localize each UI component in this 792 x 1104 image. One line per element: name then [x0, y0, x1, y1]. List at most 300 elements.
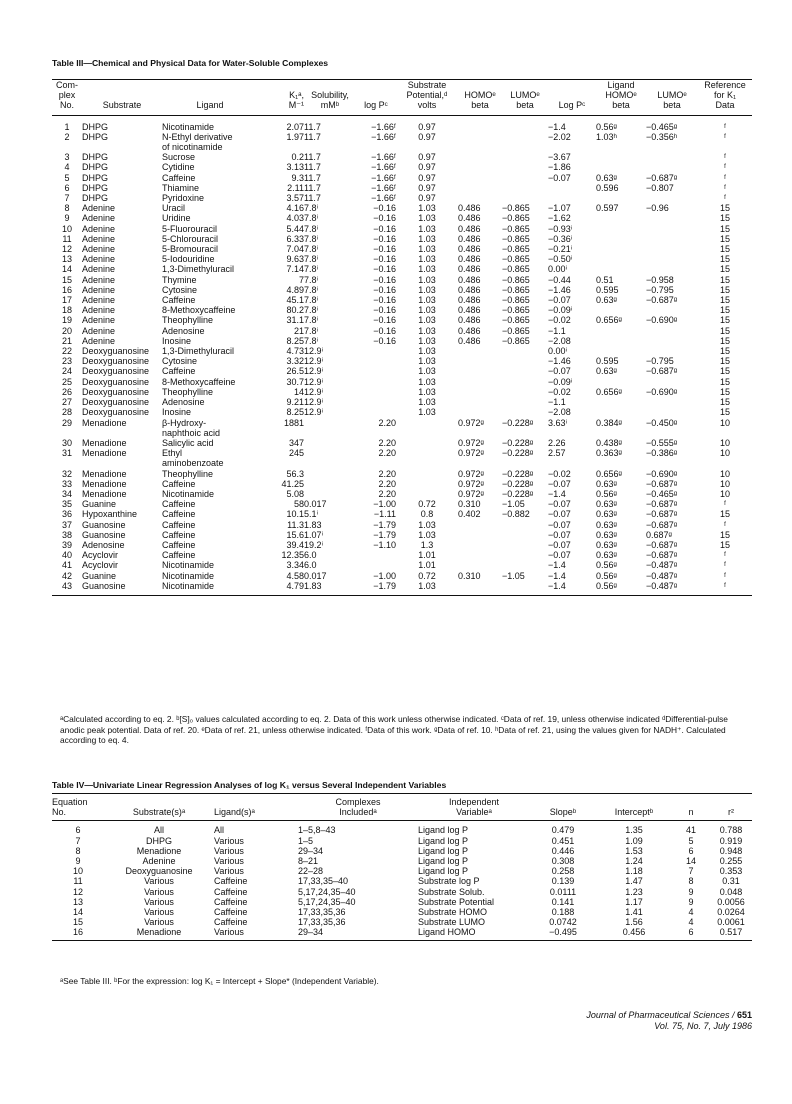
table-iii-cell: ᶠ — [723, 182, 727, 193]
table-iii-cell: 29 — [61, 417, 72, 428]
table-iii-cell: −1.10 — [373, 539, 396, 550]
table-iii-cell: −0.16 — [373, 315, 396, 326]
table-iv-cell: 6 — [688, 927, 694, 938]
table-iii-cell: 1.03 — [418, 356, 436, 367]
table-iii-cell: Thiamine — [162, 182, 200, 193]
table-iii-cell: 8.25 — [286, 407, 304, 418]
table-iii-cell: 12.9ⁱ — [304, 346, 324, 357]
table-iii-cell: 245 — [288, 448, 304, 459]
table-iii-cell: 9 — [64, 213, 70, 224]
table-iii-cell: 10 — [719, 488, 730, 499]
table-iv-header-line: n — [688, 807, 694, 818]
table-iii-cell: −1.66ᶠ — [371, 162, 396, 173]
table-iii-cell: Inosine — [162, 335, 192, 346]
table-iii-header-line: K₁ᵃ, — [289, 90, 304, 101]
table-iii-cell — [458, 397, 502, 407]
table-iii-cell: 1.03 — [418, 305, 436, 316]
table-iii-cell: 1.83 — [304, 519, 322, 530]
table-iii-cell: −1.46 — [548, 356, 571, 367]
table-iii-cell: 8-Methoxycaffeine — [162, 305, 236, 316]
table-iii-cell: 0.972ᵍ — [458, 437, 484, 448]
table-iii-row — [52, 571, 752, 581]
table-iii-cell — [646, 346, 698, 356]
table-iii-cell — [596, 346, 646, 356]
table-iv-row — [52, 821, 752, 836]
table-iii-cell: −0.865 — [502, 305, 530, 316]
table-iii-cell: 4 — [64, 162, 70, 173]
table-iii-cell: Adenine — [82, 233, 116, 244]
table-iii-row — [52, 581, 752, 596]
table-iv-cell: 0.0264 — [717, 907, 745, 918]
table-iii-cell: 7.8ⁱ — [304, 213, 319, 224]
table-iv — [52, 793, 752, 941]
table-iii-cell: 34 — [61, 488, 72, 499]
table-iv-cell: 0.0742 — [549, 917, 577, 928]
table-iii-row — [52, 285, 752, 295]
table-iii-cell: 10 — [719, 468, 730, 479]
table-iii-cell — [458, 173, 502, 183]
table-iii-cell: 30.7 — [286, 376, 304, 387]
table-iii-cell: Adenosine — [162, 397, 205, 408]
table-iii-cell: 0.486 — [458, 233, 481, 244]
table-iv-row — [52, 907, 752, 917]
table-iii-cell: Adenine — [82, 264, 116, 275]
table-iii-cell: −1.4 — [548, 488, 566, 499]
table-iii-cell: 7.8ⁱ — [304, 223, 319, 234]
journal-page — [52, 0, 752, 1104]
table-iii-cell: −0.50ⁱ — [548, 254, 573, 265]
table-iii-cell: Deoxyguanosine — [82, 356, 150, 367]
table-iv-cell: Various — [144, 917, 174, 928]
table-iii-cell: 10 — [719, 417, 730, 428]
table-iv-cell: Ligand log P — [418, 866, 469, 877]
table-iii-cell: −0.16 — [373, 335, 396, 346]
table-iii-cell — [502, 530, 548, 540]
table-iii-cell: 0.597 — [596, 203, 619, 214]
table-iii-cell — [356, 356, 396, 366]
table-iii-cell: 5 — [64, 172, 70, 183]
table-iii-row — [52, 356, 752, 366]
table-iii-cell: −0.386ᵍ — [646, 448, 678, 459]
table-iii-cell: 2.11 — [287, 182, 304, 193]
table-iii-cell: −0.958 — [646, 274, 674, 285]
table-iii-row — [52, 183, 752, 193]
table-iii-header-line: log Pᶜ — [364, 100, 388, 111]
table-iii-cell: 14 — [293, 386, 304, 397]
table-iii-cell: Guanosine — [82, 519, 126, 530]
table-iv-header-line: Ligand(s)ᵃ — [214, 807, 255, 818]
table-iii-cell — [458, 193, 502, 203]
table-iii-cell: 3.63ⁱ — [548, 417, 568, 428]
table-iii-cell: 11 — [62, 233, 72, 244]
table-iii-cell: 22 — [61, 346, 72, 357]
table-iv-cell: 7 — [688, 866, 694, 877]
table-iii-cell: Caffeine — [162, 509, 196, 520]
table-iii-cell: Deoxyguanosine — [82, 366, 150, 377]
table-iv-cell: 41 — [685, 825, 696, 836]
table-iii-cell: −0.16 — [373, 274, 396, 285]
table-iii-cell — [396, 418, 458, 438]
table-iii-cell: −0.690ᵍ — [646, 386, 678, 397]
table-iv-header-line: Includedᵃ — [339, 807, 377, 818]
table-iii-cell — [502, 162, 548, 172]
table-iv-cell: 1.35 — [625, 825, 643, 836]
table-iii-cell — [646, 213, 698, 223]
table-iii-cell: 0.438ᵍ — [596, 437, 622, 448]
table-iii-cell: 3.34 — [286, 560, 304, 571]
table-iii-cell: 15 — [719, 305, 730, 316]
table-iii-cell: 6.0 — [304, 550, 317, 561]
table-iii-cell: 1.01 — [418, 550, 436, 561]
table-iii-header-line: LUMOᵉ — [657, 90, 687, 101]
table-iii-cell: 0.656ᵍ — [596, 468, 622, 479]
table-iii-cell: 0.56ᵍ — [596, 488, 617, 499]
table-iii-cell: 0.97 — [418, 152, 436, 163]
table-iii-header-line: LUMOᵉ — [510, 90, 540, 101]
table-iii-cell: 1 — [64, 121, 70, 132]
table-iii-cell: −2.08 — [548, 335, 571, 346]
table-iii-cell: Adenine — [82, 305, 116, 316]
table-iv-row — [52, 866, 752, 876]
table-iii-cell: 0.310 — [458, 570, 481, 581]
table-iii-header-line: Data — [715, 100, 735, 111]
table-iv-cell: 12 — [72, 886, 83, 897]
table-iii-cell: −0.16 — [373, 295, 396, 306]
table-iii-cell: 0.00ⁱ — [548, 264, 568, 275]
table-iii-cell: 1881 — [283, 417, 304, 428]
table-iii-cell: 0.486 — [458, 284, 481, 295]
table-iii-cell: 1.03 — [418, 223, 436, 234]
table-iii-cell: 6 — [64, 182, 70, 193]
table-iii-cell: ᶠ — [723, 172, 727, 183]
table-iii-cell: Pyridoxine — [162, 193, 205, 204]
table-iii-cell: 1.03 — [418, 346, 436, 357]
table-iii-header-line: plex — [58, 90, 76, 101]
table-iii-cell: −1.4 — [548, 560, 566, 571]
table-iv-header-line: Complexes — [335, 797, 381, 807]
table-iii-cell: −1.79 — [373, 519, 396, 530]
table-iii-cell: 1.03 — [418, 233, 436, 244]
table-iii-cell: −0.687ᵍ — [646, 499, 678, 510]
table-iv-cell: Caffeine — [214, 917, 248, 928]
table-iii-header-line: HOMOᵉ — [464, 90, 496, 101]
table-iii-cell — [304, 489, 356, 499]
table-iii-cell: 0.596 — [596, 182, 619, 193]
table-iii-cell: 1.03 — [418, 203, 436, 214]
table-iii-cell: 11.7 — [304, 121, 321, 132]
table-iii-cell: 0.63ᵍ — [596, 529, 617, 540]
table-iii-cell: 25 — [61, 376, 72, 387]
table-iv-cell: 0.0056 — [717, 896, 745, 907]
table-iv-header-line: No. — [52, 807, 67, 818]
table-iii-cell: Caffeine — [162, 499, 196, 510]
table-iii-cell: −1.62 — [548, 213, 571, 224]
table-iv-cell: Various — [214, 835, 244, 846]
table-iii-cell — [458, 162, 502, 172]
table-iii-cell: 15 — [719, 509, 730, 520]
table-iii-row — [52, 234, 752, 244]
table-iii-header-cell — [458, 80, 502, 116]
table-iii-cell: 17 — [61, 295, 72, 306]
table-iii-cell: 7.14 — [286, 264, 304, 275]
table-iv-cell: 14 — [72, 907, 83, 918]
table-iii-cell — [356, 550, 396, 560]
table-iii-row — [52, 254, 752, 264]
table-iii-row — [52, 509, 752, 519]
table-iv-header-line: Interceptᵇ — [614, 807, 654, 818]
table-iii-row — [52, 377, 752, 387]
table-iii-cell: 15 — [719, 539, 730, 550]
table-iii-cell: 0.402 — [458, 509, 481, 520]
table-iii-cell: 0.97 — [418, 172, 436, 183]
table-iv-header-row — [52, 794, 752, 821]
table-iii-cell: 1.03 — [418, 295, 436, 306]
table-iv-cell: 8 — [688, 876, 694, 887]
table-iii-cell: −1.79 — [373, 529, 396, 540]
table-iii-cell: −0.16 — [373, 213, 396, 224]
table-iii-cell: 58 — [293, 499, 304, 510]
table-iv-cell: 10 — [72, 866, 83, 877]
table-iii-cell: −0.807 — [646, 182, 674, 193]
table-iii-cell: Guanosine — [82, 580, 126, 591]
table-iii-cell: 7.8ⁱ — [304, 254, 319, 265]
table-iv-cell: 5,17,24,35–40 — [298, 886, 356, 897]
table-iii-cell: Deoxyguanosine — [82, 376, 150, 387]
table-iii-cell: 7 — [64, 193, 70, 204]
table-iv-cell: 0.255 — [719, 856, 743, 867]
table-iii-header-cell — [304, 80, 356, 116]
table-iii-cell: 56.3 — [286, 468, 304, 479]
table-iv-cell: Substrate HOMO — [418, 907, 488, 918]
table-iii-cell — [646, 336, 698, 346]
table-iv-cell: Adenine — [142, 856, 176, 867]
table-iv-cell: 6 — [688, 845, 694, 856]
table-iii-cell — [596, 326, 646, 336]
table-iii-cell: 15 — [719, 407, 730, 418]
table-iii-cell: −0.356ʰ — [646, 131, 678, 142]
table-iv-header-line: Slopeᵇ — [549, 807, 577, 818]
table-iii-cell: −0.16 — [373, 254, 396, 265]
table-iii-cell: 10 — [719, 478, 730, 489]
table-iii-cell: Caffeine — [162, 550, 196, 561]
table-iii-cell: 1.03 — [418, 335, 436, 346]
table-iii-row — [52, 162, 752, 172]
table-iii-cell — [458, 560, 502, 570]
table-iii-cell — [646, 162, 698, 172]
table-iii-cell: 0.486 — [458, 295, 481, 306]
table-iv-cell: 8–21 — [298, 856, 319, 867]
table-iii-cell: 1.03 — [418, 519, 436, 530]
table-iii-cell — [458, 387, 502, 397]
table-iii-cell: 0.017 — [304, 570, 327, 581]
table-iii-cell — [596, 152, 646, 162]
table-iii-cell: 23 — [61, 356, 72, 367]
table-iii-cell: −0.687ᵍ — [646, 550, 678, 561]
table-iii-cell: Adenine — [82, 254, 116, 265]
table-iii-cell: 0.97 — [418, 121, 436, 132]
table-iii-header-line: for K₁ — [713, 90, 737, 101]
table-iii-row — [52, 213, 752, 223]
table-iii-cell: 2 — [64, 131, 70, 142]
table-iv-cell: 9 — [75, 856, 81, 867]
table-iii-cell: 42 — [61, 570, 72, 581]
table-iii-header-cell — [548, 80, 596, 116]
table-iii-row — [52, 305, 752, 315]
table-iii-cell: 31 — [61, 448, 72, 459]
table-iii-cell: 0.63ᵍ — [596, 539, 617, 550]
table-iii-cell: 0.97 — [418, 162, 436, 173]
table-iii-cell: 12.9ⁱ — [304, 397, 324, 408]
table-iii-cell: 9.63 — [286, 254, 304, 265]
table-iii-cell: Guanine — [82, 570, 117, 581]
table-iii-cell: ᶠ — [723, 519, 727, 530]
table-iii-cell: 5.08 — [286, 488, 304, 499]
table-iii-cell — [646, 152, 698, 162]
table-iii-header-line: Substrate — [102, 100, 142, 111]
table-iii-cell: Guanine — [82, 499, 117, 510]
table-iii-cell: 28 — [61, 407, 72, 418]
table-iii-cell: Adenine — [82, 223, 116, 234]
table-iii-cell: Adenine — [82, 274, 116, 285]
table-iii-cell: 0.56ᵍ — [596, 560, 617, 571]
table-iii-cell: 33 — [61, 478, 72, 489]
table-iv-row — [52, 846, 752, 856]
table-iii-cell — [646, 244, 698, 254]
table-iii-cell: 5.1ⁱ — [304, 509, 319, 520]
table-iii-cell: 26.5 — [286, 366, 304, 377]
table-iii-cell: 0.63ᵍ — [596, 519, 617, 530]
table-iii-cell: Salicylic acid — [162, 437, 214, 448]
table-iii-header-line: Ligand — [607, 80, 635, 90]
table-iii-header-line: mMᵇ — [320, 100, 340, 111]
table-iii-cell: 1.03 — [418, 284, 436, 295]
table-iv-cell: 1.41 — [625, 907, 643, 918]
table-iii-cell — [502, 356, 548, 366]
table-iii-cell: Theophylline — [162, 315, 214, 326]
table-iii-header-cell — [162, 80, 258, 116]
table-iv-cell: 9 — [688, 886, 694, 897]
table-iii-cell — [396, 469, 458, 479]
table-iii-cell: 8 — [64, 203, 70, 214]
table-iii-cell: −0.687ᵍ — [646, 295, 678, 306]
table-iii-cell: Ethyl aminobenzoate — [162, 448, 224, 469]
table-iii-cell: −0.228ᵍ — [502, 468, 534, 479]
table-iii-cell: 7.8ⁱ — [304, 233, 319, 244]
table-iii-cell — [646, 377, 698, 387]
table-iii-cell: −1.00 — [373, 499, 396, 510]
table-iii-cell: 0.656ᵍ — [596, 315, 622, 326]
table-iv-cell: Various — [144, 876, 174, 887]
table-iii-cell — [502, 550, 548, 560]
table-iii-cell: 7.8ⁱ — [304, 203, 319, 214]
table-iii-row — [52, 387, 752, 397]
table-iii-cell — [356, 397, 396, 407]
table-iii-cell: −1.11 — [373, 509, 396, 520]
table-iii-cell: 0.00ⁱ — [548, 346, 568, 357]
table-iii-cell — [458, 581, 502, 596]
table-iii-cell: ᶠ — [723, 152, 727, 163]
table-iii-header-line: Com- — [56, 80, 78, 90]
table-iii-cell: 41.25 — [281, 478, 304, 489]
table-iii-cell: 0.51 — [596, 274, 614, 285]
table-iii-cell: 13 — [61, 254, 72, 265]
table-iii-cell: 2.20 — [378, 417, 396, 428]
table-iii-cell: 0.97 — [418, 193, 436, 204]
table-iii-cell — [396, 438, 458, 448]
table-iii-cell — [356, 387, 396, 397]
table-iii-cell: −0.687ᵍ — [646, 539, 678, 550]
table-iii-cell: ᶠ — [723, 121, 727, 132]
table-iv-cell: 11 — [73, 876, 83, 887]
table-iv-cell: 0.141 — [551, 896, 575, 907]
table-iii-cell: Menadione — [82, 478, 127, 489]
table-iv-cell: 0.139 — [551, 876, 575, 887]
table-iii-cell: Deoxyguanosine — [82, 407, 150, 418]
table-iii-cell: 2.07 — [286, 121, 304, 132]
table-iv-cell: Menadione — [136, 927, 182, 938]
table-iii-cell — [646, 193, 698, 203]
table-iii-cell: −0.687ᵍ — [646, 509, 678, 520]
table-iii-cell: 18 — [61, 305, 72, 316]
table-iv-cell: Substrate LUMO — [418, 917, 486, 928]
table-iii-cell: 0.595 — [596, 284, 619, 295]
table-iii-row — [52, 244, 752, 254]
table-iii-cell: 1.03ʰ — [596, 131, 617, 142]
table-iii-cell: 38 — [61, 529, 72, 540]
table-iii-cell: 20 — [61, 325, 72, 336]
table-iii-cell: 1.03 — [418, 325, 436, 336]
table-iii-cell — [458, 132, 502, 152]
table-iii-cell: 5-Bromouracil — [162, 244, 219, 255]
table-iii-cell: ᶠ — [723, 570, 727, 581]
table-iii-cell: −1.46 — [548, 284, 571, 295]
table-iii-cell: 1.03 — [418, 407, 436, 418]
table-iv-header-cell — [530, 794, 596, 821]
table-iii-cell: −1.4 — [548, 121, 566, 132]
table-iii-row — [52, 224, 752, 234]
table-iii-cell: 15 — [719, 223, 730, 234]
table-iii-header-line: Solubility, — [311, 90, 349, 101]
table-iii-cell: 43 — [61, 580, 72, 591]
table-iv-cell: 0.919 — [719, 835, 743, 846]
table-iii-cell: 0.8 — [420, 509, 434, 520]
table-iv-cell: Various — [144, 886, 174, 897]
table-iii-cell — [548, 183, 596, 193]
table-iii-cell: 0.486 — [458, 315, 481, 326]
table-iii-cell — [304, 479, 356, 489]
table-iii-cell: 1.03 — [418, 386, 436, 397]
table-iii-cell: −0.865 — [502, 264, 530, 275]
table-iii-cell: Uracil — [162, 203, 186, 214]
table-iii-cell: Menadione — [82, 468, 127, 479]
table-iii-cell — [458, 356, 502, 366]
table-iii-row — [52, 489, 752, 499]
table-iii-cell: 0.56ᵍ — [596, 570, 617, 581]
table-iii-cell: 12.9ⁱ — [304, 356, 324, 367]
table-iii-header-line: beta — [663, 100, 681, 111]
table-iii-row — [52, 193, 752, 203]
table-iv-cell: 5,17,24,35–40 — [298, 896, 356, 907]
table-iv-cell: 16 — [72, 927, 83, 938]
table-iii-cell: Hypoxanthine — [82, 509, 138, 520]
table-iii-cell: −0.690ᵍ — [646, 468, 678, 479]
table-iii-cell — [502, 520, 548, 530]
table-iii-cell: 1.03 — [418, 529, 436, 540]
table-iii-cell — [596, 305, 646, 315]
table-iv-row — [52, 856, 752, 866]
table-iii-cell: 3.13 — [286, 162, 304, 173]
table-iii-cell: 14 — [61, 264, 72, 275]
